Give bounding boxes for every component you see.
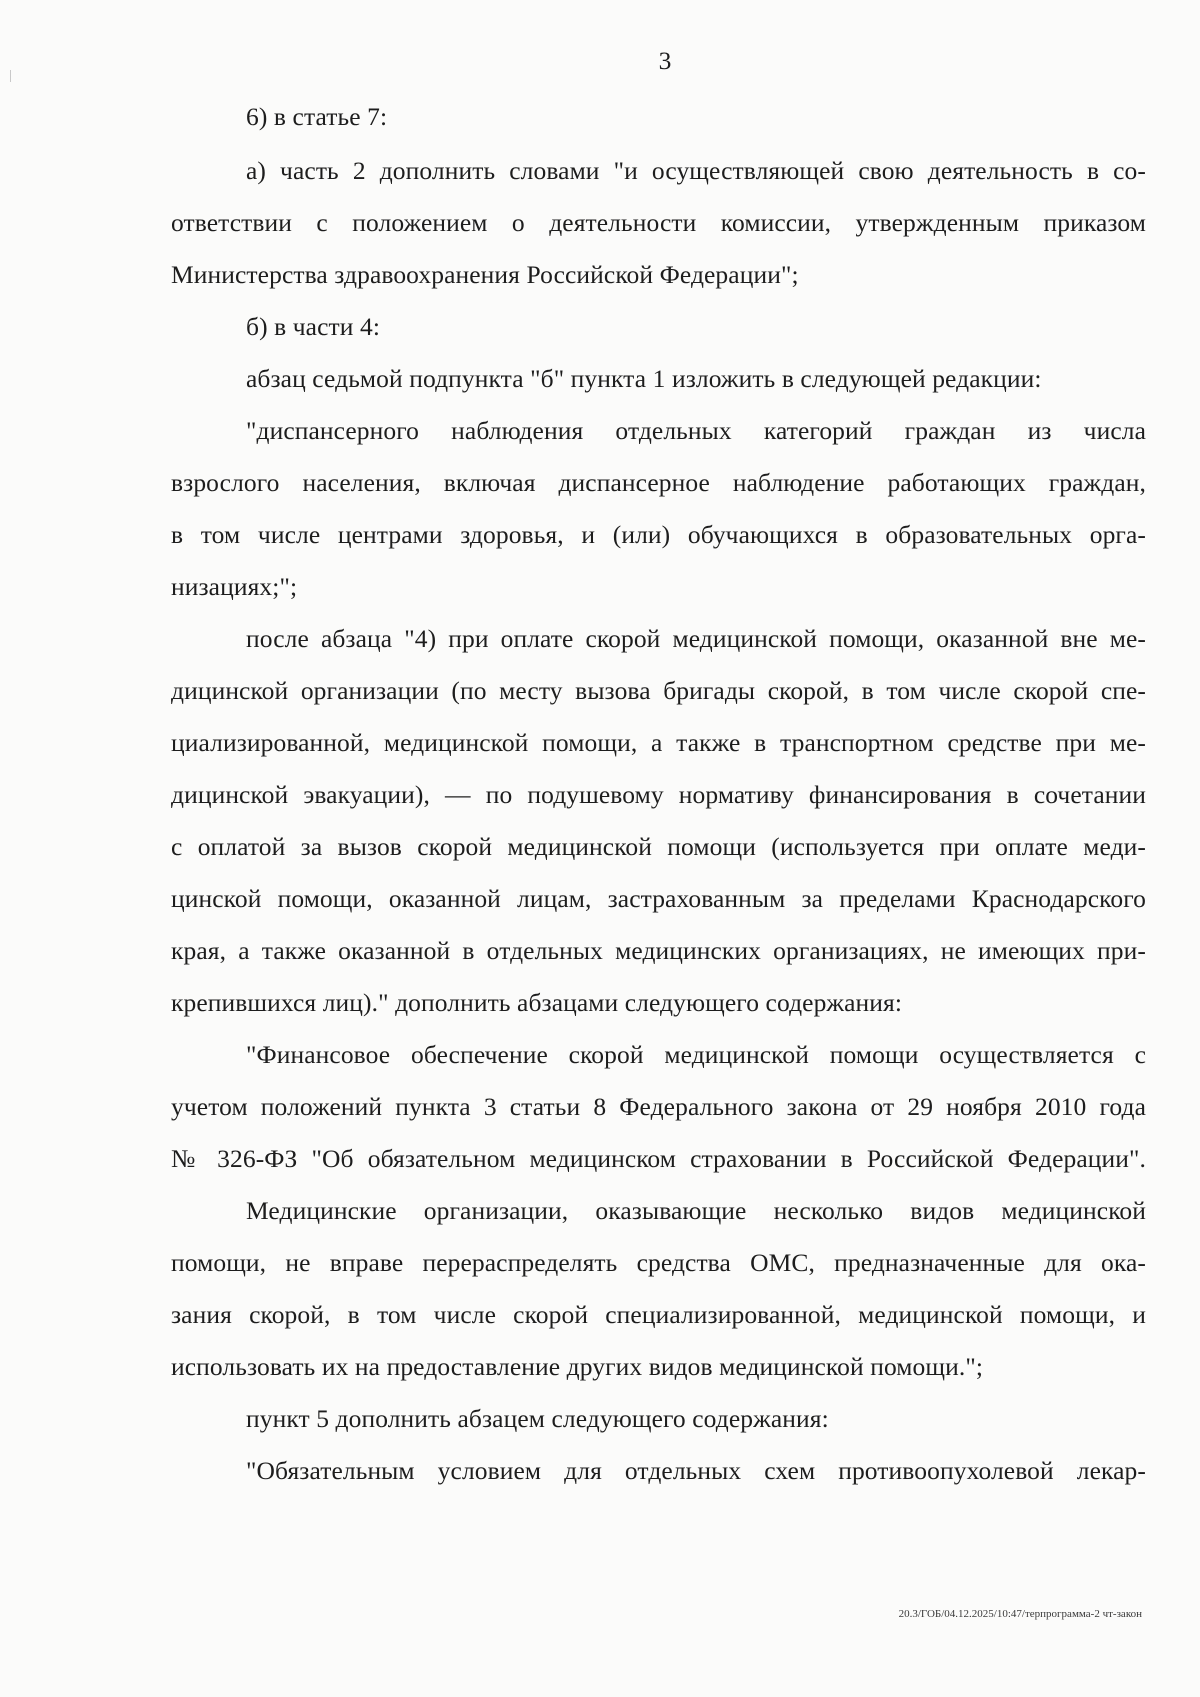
text-line: использовать их на предоставление других видов медицинской помощи."; bbox=[171, 1352, 984, 1381]
text-line: абзац седьмой подпункта "б" пункта 1 изложить в следующей редакции: bbox=[246, 364, 1042, 393]
text-line: помощи, не вправе перераспределять средства ОМС, предназначенные для ока- bbox=[171, 1248, 1146, 1277]
text-line: а) часть 2 дополнить словами "и осуществляющей свою деятельность в со- bbox=[246, 156, 1146, 185]
text-line: в том числе центрами здоровья, и (или) обучающихся в образовательных орга- bbox=[171, 520, 1146, 549]
text-line: "Финансовое обеспечение скорой медицинской помощи осуществляется с bbox=[246, 1040, 1146, 1069]
text-line: "диспансерного наблюдения отдельных категорий граждан из числа bbox=[246, 416, 1146, 445]
text-line: крепившихся лиц)." дополнить абзацами следующего содержания: bbox=[171, 988, 903, 1017]
text-line: зания скорой, в том числе скорой специализированной, медицинской помощи, и bbox=[171, 1300, 1146, 1329]
text-line: циализированной, медицинской помощи, а также в транспортном средстве при ме- bbox=[171, 728, 1146, 757]
text-line: № 326-ФЗ "Об обязательном медицинском страховании в Российской Федерации". bbox=[171, 1144, 1146, 1173]
text-line: дицинской эвакуации), — по подушевому нормативу финансирования в сочетании bbox=[171, 780, 1146, 809]
text-line: Медицинские организации, оказывающие несколько видов медицинской bbox=[246, 1196, 1146, 1225]
text-line: Министерства здравоохранения Российской Федерации"; bbox=[171, 260, 799, 289]
text-line: взрослого населения, включая диспансерное наблюдение работающих граждан, bbox=[171, 468, 1146, 497]
text-line: "Обязательным условием для отдельных схем противоопухолевой лекар- bbox=[246, 1456, 1146, 1485]
page-number: 3 bbox=[658, 46, 672, 75]
text-line: дицинской организации (по месту вызова бригады скорой, в том числе скорой спе- bbox=[171, 676, 1146, 705]
text-line: низациях;"; bbox=[171, 572, 298, 601]
document-footer-code: 20.3/ГОБ/04.12.2025/10:47/терпрограмма-2 чт-закон bbox=[898, 1608, 1142, 1620]
text-line: ответствии с положением о деятельности комиссии, утвержденным приказом bbox=[171, 208, 1146, 237]
text-line: учетом положений пункта 3 статьи 8 Федерального закона от 29 ноября 2010 года bbox=[171, 1092, 1146, 1121]
text-line: б) в части 4: bbox=[246, 312, 381, 341]
text-line: края, а также оказанной в отдельных медицинских организациях, не имеющих при- bbox=[171, 936, 1146, 965]
text-line: цинской помощи, оказанной лицам, застрахованным за пределами Краснодарского bbox=[171, 884, 1146, 913]
text-line: после абзаца "4) при оплате скорой медицинской помощи, оказанной вне ме- bbox=[246, 624, 1146, 653]
text-line: с оплатой за вызов скорой медицинской помощи (используется при оплате меди- bbox=[171, 832, 1146, 861]
text-line: пункт 5 дополнить абзацем следующего содержания: bbox=[246, 1404, 829, 1433]
text-line: 6) в статье 7: bbox=[246, 102, 388, 131]
